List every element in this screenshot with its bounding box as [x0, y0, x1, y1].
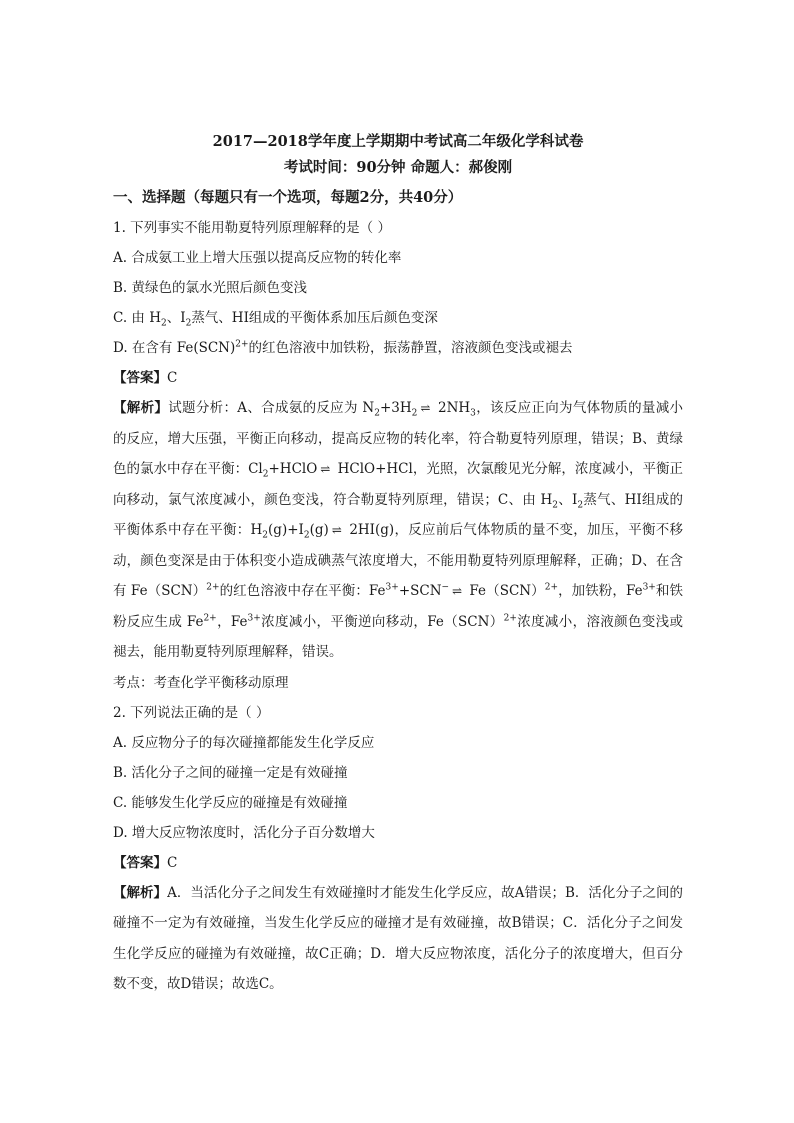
q2-option-a: A. 反应物分子的每次碰撞都能发生化学反应	[113, 734, 375, 751]
equilibrium-arrow-icon: ⇌	[331, 523, 342, 537]
q2-option-b: B. 活化分子之间的碰撞一定是有效碰撞	[113, 764, 348, 781]
q2-analysis: 【解析】A．当活化分子之间发生有效碰撞时才能发生化学反应，故A错误；B．活化分子之间的碰撞不一定为有效碰撞，当发生化学反应的碰撞才是有效碰撞，故B错误；C．活化分子之间发生化学反应的碰撞为有效碰撞，故C正确；D．增大反应物浓度，活化分子的浓度增大，但百分数不变，故D错误；故选C。	[113, 884, 684, 992]
q1-option-d: D. 在含有 Fe(SCN)$^{2+}$的红色溶液中加铁粉，振荡静置，溶液颜色变浅或褪去	[113, 339, 573, 356]
question-1	[113, 213, 683, 698]
equilibrium-arrow-icon: ⇌	[320, 462, 331, 476]
q2-option-d: D. 增大反应物浓度时，活化分子百分数增大	[113, 824, 375, 841]
q1-option-a: A. 合成氨工业上增大压强以提高反应物的转化率	[113, 250, 402, 266]
equilibrium-arrow-icon: ⇌	[420, 401, 431, 415]
q2-stem: 2. 下列说法正确的是（ ）	[113, 704, 270, 721]
question-2	[113, 698, 683, 1000]
q2-option-c: C. 能够发生化学反应的碰撞是有效碰撞	[113, 794, 348, 811]
q1-option-b: B. 黄绿色的氯水光照后颜色变浅	[113, 280, 308, 296]
exam-subtitle: 考试时间：90分钟 命题人：郝俊刚	[283, 159, 513, 176]
q1-stem: 1. 下列事实不能用勒夏特列原理解释的是（ ）	[113, 220, 391, 236]
q1-option-c: C. 由 $H_2$、$I_2$蒸气、HI组成的平衡体系加压后颜色变深	[113, 310, 438, 329]
document-page	[113, 128, 683, 1000]
q1-analysis: 【解析】试题分析：A、合成氨的反应为 $N_2+3H_2$ ⇌ $2NH_3$，该反应正向为气体物质的量减小的反应，增大压强，平衡正向移动，提高反应物的转化率，符合勒夏特列原理，错误；B、黄绿色的氯水中存在平衡：$Cl_2+HClO$ ⇌ HClO+HCl，光照，次氯酸见光分解，浓度减小，平衡正向移动，氯气浓度减小，颜色变浅，符合勒夏特列原理，错误；C、由 $H_2$、$I_2$蒸气、HI组成的平衡体系中存在平衡：$H_2(g)+I_2(g)$ ⇌ 2HI(g)，反应前后气体物质的量不变，加压，平衡不移动，颜色变深是由于体积变小造成碘蒸气浓度增大，不能用勒夏特列原理解释，正确；D、在含有 Fe（SCN）$^{2+}$的红色溶液中存在平衡：$Fe^{3+}+SCN^-$ ⇌ Fe（SCN）$^{2+}$，加铁粉，$Fe^{3+}$和铁粉反应生成 $Fe^{2+}$，$Fe^{3+}$浓度减小，平衡逆向移动，Fe（SCN）$^{2+}$浓度减小，溶液颜色变浅或褪去，能用勒夏特列原理解释，错误。	[113, 393, 683, 668]
exam-title: 2017—2018学年度上学期期中考试高二年级化学科试卷	[212, 133, 584, 150]
section-heading: 一、选择题（每题只有一个选项，每题2分，共40分）	[113, 189, 463, 206]
q1-kaodian: 考点：考查化学平衡移动原理	[113, 674, 289, 691]
equilibrium-arrow-icon: ⇌	[452, 584, 463, 598]
q2-answer: 【答案】C	[113, 854, 178, 871]
q1-answer: 【答案】C	[113, 370, 178, 386]
